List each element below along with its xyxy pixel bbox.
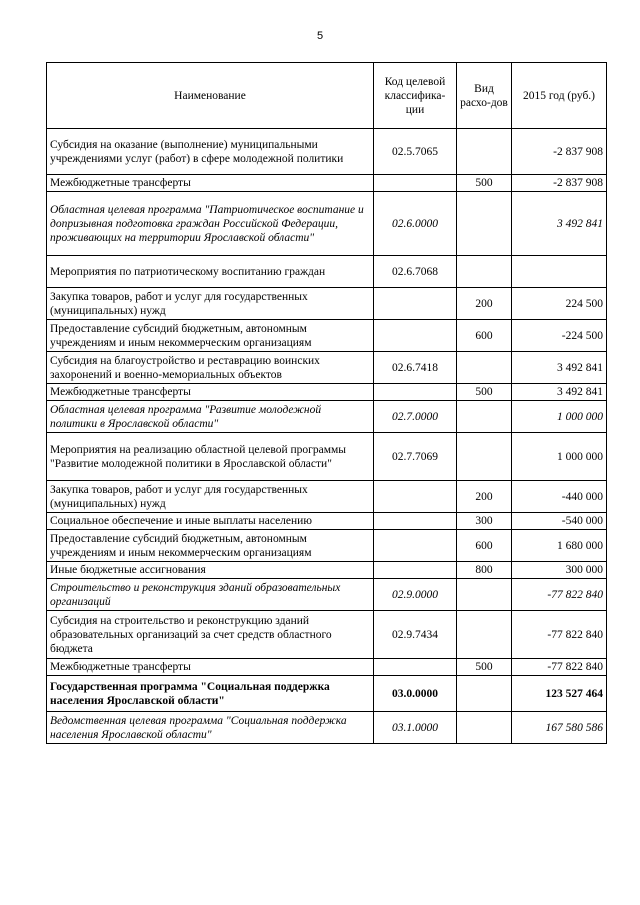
- cell-amount: 1 680 000: [512, 530, 607, 562]
- cell-type: [457, 676, 512, 712]
- cell-code: [374, 384, 457, 401]
- cell-name: Межбюджетные трансферты: [47, 659, 374, 676]
- cell-amount: 1 000 000: [512, 401, 607, 433]
- cell-name: Строительство и реконструкция зданий образовательных организаций: [47, 579, 374, 611]
- table-row: [47, 192, 607, 256]
- table-row: [47, 175, 607, 192]
- budget-table: [46, 62, 607, 744]
- header-amount: 2015 год (руб.): [512, 63, 607, 129]
- cell-amount: [512, 256, 607, 288]
- cell-name: Межбюджетные трансферты: [47, 384, 374, 401]
- cell-type: 300: [457, 513, 512, 530]
- cell-code: 02.6.7418: [374, 352, 457, 384]
- table-row: [47, 384, 607, 401]
- cell-name: Мероприятия на реализацию областной целевой программы "Развитие молодежной политики в Ярославской области": [47, 433, 374, 481]
- cell-name: Областная целевая программа "Развитие молодежной политики в Ярославской области": [47, 401, 374, 433]
- cell-code: [374, 175, 457, 192]
- cell-name: Закупка товаров, работ и услуг для государственных (муниципальных) нужд: [47, 288, 374, 320]
- cell-code: 02.6.7068: [374, 256, 457, 288]
- cell-name: Социальное обеспечение и иные выплаты населению: [47, 513, 374, 530]
- cell-type: 500: [457, 659, 512, 676]
- cell-name: Ведомственная целевая программа "Социальная поддержка населения Ярославской области": [47, 712, 374, 744]
- cell-name: Иные бюджетные ассигнования: [47, 562, 374, 579]
- cell-type: 600: [457, 320, 512, 352]
- cell-type: 800: [457, 562, 512, 579]
- cell-type: [457, 401, 512, 433]
- cell-amount: 3 492 841: [512, 384, 607, 401]
- cell-type: [457, 129, 512, 175]
- cell-code: 03.1.0000: [374, 712, 457, 744]
- cell-name: Межбюджетные трансферты: [47, 175, 374, 192]
- cell-type: 600: [457, 530, 512, 562]
- cell-type: [457, 352, 512, 384]
- table-row: [47, 433, 607, 481]
- cell-type: 500: [457, 384, 512, 401]
- cell-code: [374, 513, 457, 530]
- cell-amount: -77 822 840: [512, 659, 607, 676]
- table-row: [47, 481, 607, 513]
- cell-type: [457, 433, 512, 481]
- header-type: Вид расхо-дов: [457, 63, 512, 129]
- cell-amount: -2 837 908: [512, 175, 607, 192]
- cell-type: [457, 712, 512, 744]
- cell-type: [457, 579, 512, 611]
- cell-code: [374, 530, 457, 562]
- cell-amount: -440 000: [512, 481, 607, 513]
- table-row: [47, 659, 607, 676]
- table-row: [47, 256, 607, 288]
- table-header-row: [47, 63, 607, 129]
- cell-code: [374, 320, 457, 352]
- cell-type: 500: [457, 175, 512, 192]
- cell-code: 02.5.7065: [374, 129, 457, 175]
- cell-code: 02.7.0000: [374, 401, 457, 433]
- cell-amount: 3 492 841: [512, 192, 607, 256]
- cell-type: 200: [457, 288, 512, 320]
- cell-amount: 224 500: [512, 288, 607, 320]
- cell-amount: 3 492 841: [512, 352, 607, 384]
- cell-type: [457, 256, 512, 288]
- header-name: Наименование: [47, 63, 374, 129]
- table-row: [47, 513, 607, 530]
- cell-type: [457, 611, 512, 659]
- cell-code: 02.9.0000: [374, 579, 457, 611]
- cell-name: Закупка товаров, работ и услуг для государственных (муниципальных) нужд: [47, 481, 374, 513]
- table-row: [47, 352, 607, 384]
- cell-amount: 123 527 464: [512, 676, 607, 712]
- table-row: [47, 579, 607, 611]
- cell-name: Предоставление субсидий бюджетным, автономным учреждениям и иным некоммерческим организациям: [47, 530, 374, 562]
- cell-code: [374, 288, 457, 320]
- cell-name: Субсидия на оказание (выполнение) муниципальными учреждениями услуг (работ) в сфере молодежной политики: [47, 129, 374, 175]
- cell-name: Мероприятия по патриотическому воспитанию граждан: [47, 256, 374, 288]
- page-number: 5: [316, 30, 324, 42]
- cell-amount: 1 000 000: [512, 433, 607, 481]
- cell-code: [374, 481, 457, 513]
- table-row: [47, 712, 607, 744]
- cell-code: 02.7.7069: [374, 433, 457, 481]
- cell-type: [457, 192, 512, 256]
- cell-code: [374, 562, 457, 579]
- cell-amount: -2 837 908: [512, 129, 607, 175]
- cell-amount: -224 500: [512, 320, 607, 352]
- cell-code: [374, 659, 457, 676]
- table-row: [47, 611, 607, 659]
- cell-amount: 167 580 586: [512, 712, 607, 744]
- cell-amount: -540 000: [512, 513, 607, 530]
- table-row: [47, 530, 607, 562]
- cell-code: 03.0.0000: [374, 676, 457, 712]
- cell-amount: 300 000: [512, 562, 607, 579]
- table-row: [47, 320, 607, 352]
- cell-name: Областная целевая программа "Патриотическое воспитание и допризывная подготовка граждан Российской Федерации, проживающих на территории Ярославской области": [47, 192, 374, 256]
- cell-code: 02.9.7434: [374, 611, 457, 659]
- table-row: [47, 129, 607, 175]
- cell-name: Государственная программа "Социальная поддержка населения Ярославской области": [47, 676, 374, 712]
- table-row: [47, 288, 607, 320]
- cell-name: Предоставление субсидий бюджетным, автономным учреждениям и иным некоммерческим организациям: [47, 320, 374, 352]
- header-code: Код целевой классифика-ции: [374, 63, 457, 129]
- table-row: [47, 562, 607, 579]
- cell-name: Субсидия на строительство и реконструкцию зданий образовательных организаций за счет средств областного бюджета: [47, 611, 374, 659]
- cell-name: Субсидия на благоустройство и реставрацию воинских захоронений и военно-мемориальных объектов: [47, 352, 374, 384]
- cell-type: 200: [457, 481, 512, 513]
- table-row: [47, 676, 607, 712]
- cell-amount: -77 822 840: [512, 611, 607, 659]
- table-row: [47, 401, 607, 433]
- cell-code: 02.6.0000: [374, 192, 457, 256]
- cell-amount: -77 822 840: [512, 579, 607, 611]
